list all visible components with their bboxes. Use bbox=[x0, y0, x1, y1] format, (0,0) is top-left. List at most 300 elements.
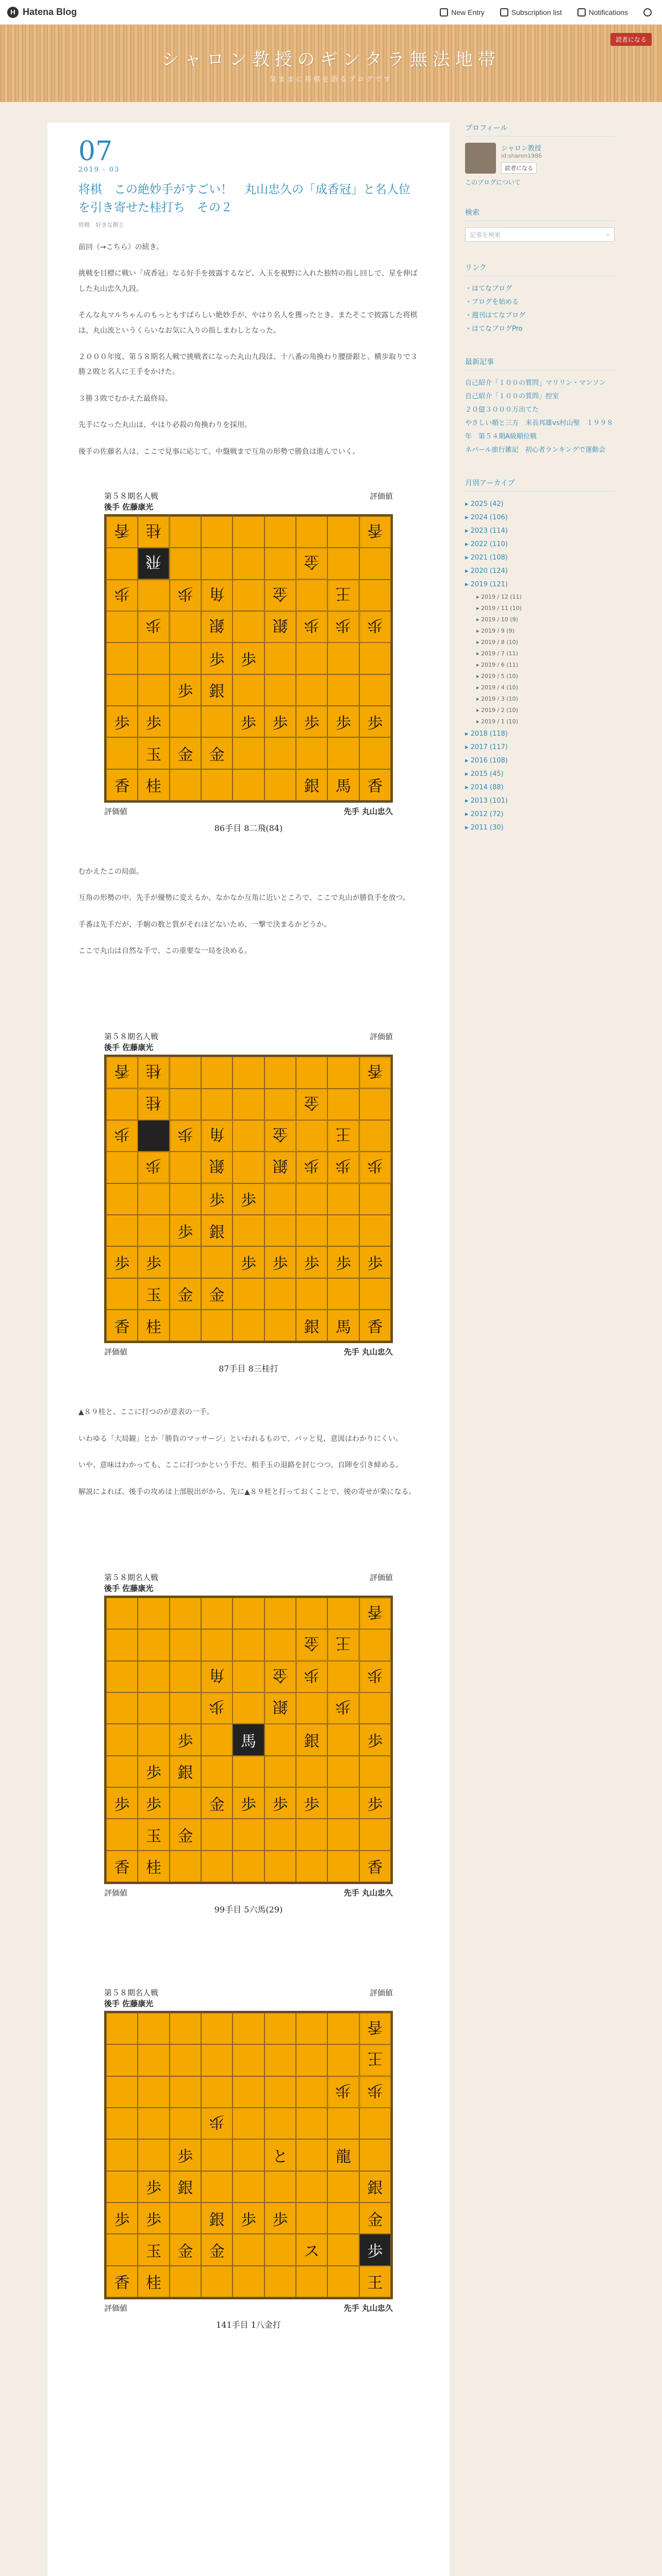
board-square: 銀 bbox=[296, 1310, 327, 1341]
board-square: 王 bbox=[327, 1629, 359, 1660]
board-square: 馬 bbox=[327, 1310, 359, 1341]
board-square bbox=[233, 769, 264, 801]
board-square bbox=[138, 1215, 169, 1246]
search-input[interactable] bbox=[465, 227, 615, 242]
archive-link[interactable]: ▸ 2019 / 6 (11) bbox=[476, 662, 518, 668]
board-square: 歩 bbox=[138, 706, 169, 737]
board-square: 歩 bbox=[170, 1724, 201, 1755]
recent-module bbox=[465, 357, 615, 457]
board-square bbox=[264, 1629, 296, 1660]
move-caption: 87手目 8三桂打 bbox=[219, 1364, 278, 1374]
board-square: 金 bbox=[296, 1089, 327, 1120]
shogi-diagram bbox=[104, 490, 393, 834]
board-square bbox=[170, 611, 201, 642]
new-entry-link[interactable] bbox=[440, 8, 485, 16]
board-square bbox=[106, 1598, 138, 1629]
archive-link[interactable]: ▸ 2015 (45) bbox=[465, 770, 504, 778]
paragraph: いや、意味はわかっても、ここに打つかという手だ。相手玉の退路を封じつつ、自陣を引き締める。 bbox=[78, 1461, 403, 1470]
board-square bbox=[233, 1661, 264, 1692]
board-square: 歩 bbox=[201, 1692, 233, 1724]
board-square bbox=[201, 1724, 233, 1755]
eval-label: 評価値 bbox=[369, 1988, 393, 1998]
board-square bbox=[106, 1661, 138, 1692]
board-square bbox=[327, 2202, 359, 2234]
new-entry-label: New Entry bbox=[451, 8, 485, 16]
avatar[interactable] bbox=[465, 143, 496, 174]
board-square: 王 bbox=[327, 1120, 359, 1151]
board-square: 歩 bbox=[106, 1246, 138, 1278]
board-square: 王 bbox=[327, 580, 359, 611]
board-square bbox=[201, 1629, 233, 1660]
paragraph: 手番は先手だが、手駒の数と質がそれほどないため、一撃で決まるかどうか。 bbox=[78, 920, 331, 929]
board-square: 歩 bbox=[170, 674, 201, 706]
board-square: 香 bbox=[106, 1851, 138, 1882]
board-square bbox=[296, 1215, 327, 1246]
gote-player: 後手 佐藤康光 bbox=[104, 1999, 154, 2009]
move-caption: 141手目 1八金打 bbox=[216, 2320, 281, 2330]
post-date[interactable] bbox=[78, 138, 419, 174]
board-square: 角 bbox=[201, 580, 233, 611]
board-square bbox=[327, 516, 359, 548]
board-square bbox=[264, 516, 296, 548]
board-square bbox=[138, 1724, 169, 1755]
board-square: 歩 bbox=[264, 1787, 296, 1819]
board-square bbox=[264, 2108, 296, 2139]
global-header bbox=[0, 0, 662, 25]
article bbox=[47, 123, 450, 2576]
board-square bbox=[327, 1851, 359, 1882]
board-square: 金 bbox=[170, 1278, 201, 1310]
board-square: 歩 bbox=[359, 1246, 391, 1278]
archive-link[interactable]: ▸ 2019 / 3 (10) bbox=[476, 696, 518, 702]
post-title[interactable]: 将棋 この絶妙手がすごい！ 丸山忠久の「成香冠」と名人位を引き寄せた桂打ち その２ bbox=[78, 183, 410, 214]
board-square bbox=[233, 2108, 264, 2139]
board-square bbox=[170, 1089, 201, 1120]
board-square: 桂 bbox=[138, 1089, 169, 1120]
shogi-diagram bbox=[104, 1987, 393, 2330]
board-square: 歩 bbox=[170, 1215, 201, 1246]
board-square: 香 bbox=[359, 516, 391, 548]
board-square: 金 bbox=[170, 737, 201, 769]
recent-post-link[interactable]: ２０億３０００万出てた bbox=[465, 406, 539, 414]
archive-link[interactable]: ▸ 2019 / 1 (10) bbox=[476, 718, 518, 725]
board-square bbox=[233, 1151, 264, 1183]
archive-link[interactable]: ▸ 2025 (42) bbox=[465, 500, 504, 508]
board-square: 飛 bbox=[138, 548, 169, 579]
board-square bbox=[296, 737, 327, 769]
board-square bbox=[359, 1819, 391, 1850]
archive-link[interactable]: ▸ 2024 (106) bbox=[465, 514, 508, 521]
board-square: 歩 bbox=[170, 1120, 201, 1151]
board-square: 歩 bbox=[233, 2202, 264, 2234]
board-square bbox=[106, 2234, 138, 2265]
recent-post-link[interactable]: 自己紹介「１００の質問」マリリン・マンソン bbox=[465, 379, 606, 387]
board-square bbox=[359, 737, 391, 769]
board-square: 銀 bbox=[264, 1692, 296, 1724]
category-link[interactable]: 好きな棋士 bbox=[95, 222, 124, 228]
board-square bbox=[327, 737, 359, 769]
board-square bbox=[327, 548, 359, 579]
board-square: 歩 bbox=[138, 1151, 169, 1183]
module-title: 検索 bbox=[465, 207, 615, 221]
recent-post-link[interactable]: やさしい順と三方 米長邦雄vs村山聖 １９９８年 第５４期A級順位戦 bbox=[465, 419, 614, 440]
board-square: 歩 bbox=[359, 1787, 391, 1819]
board-square bbox=[264, 674, 296, 706]
archive-link[interactable]: ▸ 2019 (121) bbox=[465, 581, 508, 588]
board-square bbox=[264, 1724, 296, 1755]
board-square bbox=[359, 642, 391, 674]
board-square bbox=[327, 1215, 359, 1246]
board-square bbox=[138, 2044, 169, 2076]
archive-link[interactable]: ▸ 2019 / 5 (10) bbox=[476, 673, 518, 680]
sente-player: 先手 丸山忠久 bbox=[343, 1347, 393, 1357]
board-square: 金 bbox=[264, 1120, 296, 1151]
board-square: 桂 bbox=[138, 1310, 169, 1341]
archive-link[interactable]: ▸ 2021 (108) bbox=[465, 554, 508, 562]
sente-player: 先手 丸山忠久 bbox=[343, 2303, 393, 2313]
archive-link[interactable]: ▸ 2019 / 11 (10) bbox=[476, 605, 522, 612]
board-square: 歩 bbox=[201, 2108, 233, 2139]
archive-link[interactable]: ▸ 2018 (118) bbox=[465, 730, 508, 738]
board-square: 歩 bbox=[359, 1724, 391, 1755]
archive-link[interactable]: ▸ 2017 (117) bbox=[465, 743, 508, 751]
board-square bbox=[201, 2171, 233, 2202]
board-square bbox=[264, 1089, 296, 1120]
board-square: 桂 bbox=[138, 1057, 169, 1088]
board-square: 歩 bbox=[233, 642, 264, 674]
archive-link[interactable]: ▸ 2019 / 10 (9) bbox=[476, 616, 518, 623]
board-square bbox=[233, 548, 264, 579]
board-square bbox=[359, 1215, 391, 1246]
board-square: 歩 bbox=[106, 2202, 138, 2234]
user-icon bbox=[643, 8, 652, 16]
blog-title[interactable]: シャロン教授のギンタラ無法地帯 bbox=[161, 49, 501, 70]
board-square: 玉 bbox=[138, 737, 169, 769]
board-square bbox=[106, 2076, 138, 2108]
about-link[interactable]: このブログについて bbox=[465, 179, 521, 186]
board-square bbox=[201, 2044, 233, 2076]
post-year-month: 2019 - 03 bbox=[78, 166, 120, 174]
archive-link[interactable]: ▸ 2019 / 8 (10) bbox=[476, 639, 518, 646]
author-name[interactable]: シャロン教授 bbox=[501, 145, 541, 152]
board-square: 歩 bbox=[359, 1151, 391, 1183]
sidebar-link[interactable]: ・ブログを始める bbox=[465, 298, 519, 306]
shogi-board bbox=[104, 2011, 393, 2299]
board-square: 歩 bbox=[296, 1246, 327, 1278]
board-square: 歩 bbox=[359, 611, 391, 642]
profile-module bbox=[465, 123, 615, 187]
board-square: 馬 bbox=[327, 769, 359, 801]
category-link[interactable]: 将棋 bbox=[78, 222, 90, 228]
board-square: 金 bbox=[201, 737, 233, 769]
archive-link[interactable]: ▸ 2016 (108) bbox=[465, 757, 508, 765]
author-id[interactable]: id:sharon1986 bbox=[501, 152, 542, 159]
sente-player: 先手 丸山忠久 bbox=[343, 1888, 393, 1898]
board-square bbox=[201, 1310, 233, 1341]
board-square bbox=[327, 1278, 359, 1310]
board-square: 歩 bbox=[359, 2234, 391, 2265]
board-square: 香 bbox=[359, 1057, 391, 1088]
board-square bbox=[201, 1819, 233, 1850]
archive-module bbox=[465, 478, 615, 835]
post-day: 07 bbox=[78, 136, 113, 167]
board-square bbox=[170, 1057, 201, 1088]
board-square bbox=[296, 580, 327, 611]
board-square bbox=[201, 2013, 233, 2044]
board-square bbox=[327, 1057, 359, 1088]
board-square: 香 bbox=[359, 1851, 391, 1882]
board-square: 銀 bbox=[201, 1215, 233, 1246]
board-square: 銀 bbox=[264, 1151, 296, 1183]
board-square bbox=[106, 1183, 138, 1215]
board-square bbox=[233, 1756, 264, 1787]
board-square bbox=[296, 674, 327, 706]
recent-post-link[interactable]: 自己紹介「１００の質問」控室 bbox=[465, 393, 559, 400]
board-square bbox=[170, 548, 201, 579]
archive-link[interactable]: ▸ 2019 / 2 (10) bbox=[476, 707, 518, 714]
user-menu[interactable] bbox=[643, 8, 655, 16]
board-square: 歩 bbox=[233, 1787, 264, 1819]
board-square bbox=[296, 1756, 327, 1787]
board-square bbox=[106, 1278, 138, 1310]
paragraph: むかえたこの局面。 bbox=[78, 867, 143, 876]
board-square bbox=[138, 1598, 169, 1629]
board-square bbox=[106, 1724, 138, 1755]
board-square bbox=[359, 2139, 391, 2171]
board-square bbox=[296, 2139, 327, 2171]
archive-link[interactable]: ▸ 2020 (124) bbox=[465, 567, 508, 575]
paragraph: 前回（→こちら）の続き。 bbox=[78, 243, 164, 251]
board-square: ス bbox=[296, 2234, 327, 2265]
module-title: プロフィール bbox=[465, 123, 615, 137]
board-square bbox=[106, 2171, 138, 2202]
board-square: 歩 bbox=[201, 642, 233, 674]
board-square bbox=[233, 1215, 264, 1246]
archive-link[interactable]: ▸ 2012 (72) bbox=[465, 810, 504, 818]
board-square bbox=[233, 674, 264, 706]
board-square bbox=[106, 1215, 138, 1246]
board-square bbox=[170, 642, 201, 674]
board-square: 金 bbox=[201, 1787, 233, 1819]
shogi-board bbox=[104, 514, 393, 803]
board-square bbox=[233, 1278, 264, 1310]
board-square bbox=[201, 1598, 233, 1629]
board-square: 香 bbox=[359, 1310, 391, 1341]
board-square bbox=[201, 1057, 233, 1088]
board-square bbox=[296, 1183, 327, 1215]
eval-label: 評価値 bbox=[104, 1347, 128, 1357]
sidebar-link[interactable]: ・はてなブログ bbox=[465, 285, 512, 293]
board-square: 歩 bbox=[233, 706, 264, 737]
move-caption: 86手目 8二飛(84) bbox=[214, 823, 283, 833]
paragraph: 後手の佐藤名人は、ここで見事に応じて、中盤戦まで互角の形勢で勝負は進んでいく。 bbox=[78, 447, 360, 456]
archive-link[interactable]: ▸ 2019 / 12 (11) bbox=[476, 594, 522, 600]
search-icon[interactable]: ⌕ bbox=[606, 230, 610, 238]
board-square bbox=[233, 2266, 264, 2297]
recent-post-link[interactable]: ネパール旅行雑記 初心者ランキングで運動会 bbox=[465, 446, 606, 454]
board-square: 歩 bbox=[327, 2076, 359, 2108]
board-square: 銀 bbox=[170, 2171, 201, 2202]
paragraph: ３勝３敗でむかえた最終局。 bbox=[78, 394, 172, 403]
board-square bbox=[138, 1183, 169, 1215]
board-square bbox=[327, 1819, 359, 1850]
gote-player: 後手 佐藤康光 bbox=[104, 1043, 154, 1053]
board-square bbox=[138, 1629, 169, 1660]
blog-description: 気ままに将棋を語るブログです bbox=[269, 76, 392, 83]
notifications-label: Notifications bbox=[588, 8, 628, 16]
board-square bbox=[138, 1661, 169, 1692]
board-square bbox=[233, 1598, 264, 1629]
board-square bbox=[233, 2171, 264, 2202]
archive-link[interactable]: ▸ 2019 / 9 (9) bbox=[476, 628, 515, 634]
board-square bbox=[264, 1598, 296, 1629]
board-square: 金 bbox=[264, 1661, 296, 1692]
follow-button[interactable]: 読者になる bbox=[501, 162, 537, 174]
board-square bbox=[106, 737, 138, 769]
board-square: 金 bbox=[170, 2234, 201, 2265]
board-square bbox=[327, 2044, 359, 2076]
board-square: 歩 bbox=[138, 1756, 169, 1787]
board-square bbox=[233, 1120, 264, 1151]
shogi-board bbox=[104, 1596, 393, 1884]
board-square: 歩 bbox=[138, 2171, 169, 2202]
archive-link[interactable]: ▸ 2022 (110) bbox=[465, 540, 508, 548]
sidebar-link[interactable]: ・週刊はてなブログ bbox=[465, 312, 526, 319]
board-square bbox=[201, 2266, 233, 2297]
board-square: 銀 bbox=[359, 2171, 391, 2202]
board-square: 歩 bbox=[296, 706, 327, 737]
board-square bbox=[296, 642, 327, 674]
archive-link[interactable]: ▸ 2011 (30) bbox=[465, 824, 504, 832]
board-square bbox=[296, 1851, 327, 1882]
board-square: 歩 bbox=[264, 1246, 296, 1278]
board-square bbox=[296, 2171, 327, 2202]
archive-link[interactable]: ▸ 2019 / 7 (11) bbox=[476, 650, 518, 657]
board-square: 歩 bbox=[264, 2202, 296, 2234]
board-square bbox=[201, 769, 233, 801]
board-square: 香 bbox=[106, 769, 138, 801]
board-square bbox=[264, 769, 296, 801]
board-square bbox=[359, 580, 391, 611]
eval-label: 評価値 bbox=[369, 1032, 393, 1042]
gote-player: 後手 佐藤康光 bbox=[104, 1584, 154, 1594]
board-square bbox=[327, 1787, 359, 1819]
board-square bbox=[264, 1819, 296, 1850]
board-square bbox=[264, 737, 296, 769]
board-square bbox=[233, 1057, 264, 1088]
board-square bbox=[138, 1120, 169, 1151]
board-square bbox=[170, 1598, 201, 1629]
sente-player: 先手 丸山忠久 bbox=[343, 806, 393, 816]
board-square bbox=[296, 2044, 327, 2076]
archive-link[interactable]: ▸ 2019 / 4 (10) bbox=[476, 684, 518, 691]
notifications-link[interactable] bbox=[577, 8, 628, 16]
board-square bbox=[359, 1278, 391, 1310]
paragraph: そんな丸マルちゃんのもっともすばらしい絶妙手が、やはり名人を獲ったとき。またそこで披露した将棋は、丸山流というくらいなお気に入りの指しまわしとなった。 bbox=[78, 311, 418, 335]
board-square bbox=[138, 580, 169, 611]
board-square bbox=[296, 2076, 327, 2108]
board-square bbox=[170, 1246, 201, 1278]
board-square: 歩 bbox=[201, 1183, 233, 1215]
board-square bbox=[233, 2139, 264, 2171]
board-square bbox=[170, 1661, 201, 1692]
eval-label: 評価値 bbox=[104, 1888, 128, 1898]
board-square bbox=[138, 2013, 169, 2044]
board-square bbox=[170, 769, 201, 801]
board-square bbox=[359, 2108, 391, 2139]
board-square bbox=[264, 1057, 296, 1088]
subscribe-button[interactable]: 読者になる bbox=[610, 33, 652, 46]
board-square: 桂 bbox=[138, 2266, 169, 2297]
board-square: 歩 bbox=[138, 1246, 169, 1278]
board-square bbox=[201, 1756, 233, 1787]
board-square bbox=[264, 1310, 296, 1341]
board-square: 香 bbox=[359, 769, 391, 801]
board-square: 歩 bbox=[106, 706, 138, 737]
board-title: 第５８期名人戦 bbox=[104, 1032, 159, 1042]
board-square: 金 bbox=[296, 548, 327, 579]
board-square bbox=[327, 2234, 359, 2265]
board-square: 歩 bbox=[359, 706, 391, 737]
board-square: 玉 bbox=[138, 1819, 169, 1850]
board-square bbox=[201, 1089, 233, 1120]
sidebar-link[interactable]: ・はてなブログPro bbox=[465, 325, 523, 333]
board-square bbox=[296, 1057, 327, 1088]
board-square: 歩 bbox=[106, 1787, 138, 1819]
board-square bbox=[359, 1692, 391, 1724]
subscription-link[interactable] bbox=[500, 8, 562, 16]
board-square bbox=[296, 2202, 327, 2234]
hatena-logo-text: Hatena Blog bbox=[23, 7, 77, 17]
paragraph: 互角の形勢の中、先手が優勢に変えるか、なかなか互角に近いところで、ここで丸山が勝負手を放つ。 bbox=[78, 894, 410, 903]
board-square bbox=[233, 1310, 264, 1341]
board-square: 王 bbox=[359, 2266, 391, 2297]
board-square bbox=[138, 2139, 169, 2171]
board-square: 玉 bbox=[138, 2234, 169, 2265]
board-square: 角 bbox=[201, 1120, 233, 1151]
board-square bbox=[327, 1756, 359, 1787]
board-square bbox=[264, 2234, 296, 2265]
board-square bbox=[106, 2139, 138, 2171]
eval-label: 評価値 bbox=[104, 2303, 128, 2313]
paragraph: 挑戦を目標に戦い「成香冠」なる好手を披露するなど、入玉を視野に入れた独特の指し回しで、星を伸ばした丸山忠久九段。 bbox=[78, 269, 418, 293]
board-square: 香 bbox=[359, 1598, 391, 1629]
board-square: 銀 bbox=[201, 674, 233, 706]
board-square bbox=[359, 1756, 391, 1787]
board-square: 桂 bbox=[138, 769, 169, 801]
hatena-logo-icon: H bbox=[7, 7, 19, 18]
board-square bbox=[170, 1629, 201, 1660]
archive-link[interactable]: ▸ 2014 (88) bbox=[465, 784, 504, 791]
board-square bbox=[359, 674, 391, 706]
board-square bbox=[327, 2266, 359, 2297]
board-square: 銀 bbox=[296, 1724, 327, 1755]
board-square bbox=[201, 2076, 233, 2108]
board-square bbox=[170, 1151, 201, 1183]
board-square bbox=[170, 1787, 201, 1819]
board-square: 香 bbox=[106, 516, 138, 548]
board-square bbox=[296, 2266, 327, 2297]
board-square bbox=[233, 2013, 264, 2044]
subscription-label: Subscription list bbox=[511, 8, 562, 16]
archive-link[interactable]: ▸ 2023 (114) bbox=[465, 527, 508, 535]
board-square bbox=[233, 2044, 264, 2076]
hatena-logo[interactable] bbox=[7, 7, 77, 18]
archive-link[interactable]: ▸ 2013 (101) bbox=[465, 797, 508, 805]
paragraph: ここで丸山は自然な手で、この重要な一局を決める。 bbox=[78, 947, 252, 956]
board-square bbox=[106, 2108, 138, 2139]
board-square bbox=[264, 2044, 296, 2076]
